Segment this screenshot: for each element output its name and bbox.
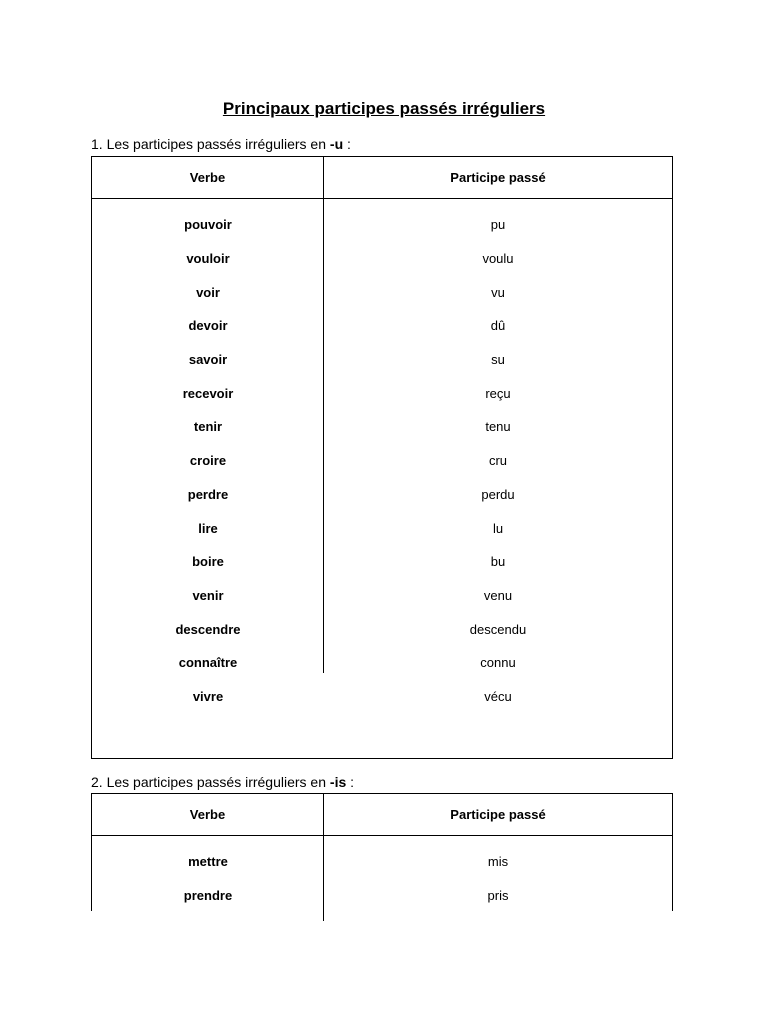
verb-cell: connaître (178, 655, 238, 671)
table-row (92, 275, 672, 309)
verb-cell: savoir (188, 352, 228, 368)
section-1-caption (91, 136, 351, 152)
table-row (92, 309, 672, 343)
participle-cell: bu (490, 554, 506, 570)
table-body (92, 836, 672, 921)
verb-cell: croire (189, 453, 227, 469)
verb-cell: devoir (188, 318, 228, 334)
table-row (92, 646, 672, 680)
table-row (92, 242, 672, 276)
participle-cell: mis (487, 854, 509, 870)
verb-cell: voir (196, 284, 220, 300)
table-u (91, 156, 673, 759)
participle-cell: pu (490, 217, 506, 233)
column-divider (323, 199, 324, 673)
table-header (92, 157, 672, 199)
participle-cell: voulu (482, 251, 514, 267)
table-row (92, 410, 672, 444)
table-row (92, 680, 672, 714)
table-row (92, 579, 672, 613)
caption-end: : (346, 774, 355, 790)
verb-cell: perdre (187, 486, 229, 502)
header-verb: Verbe (92, 157, 324, 198)
header-verb: Verbe (92, 794, 324, 835)
header-participle: Participe passé (450, 807, 546, 822)
caption-end: : (343, 136, 351, 152)
table-row (92, 545, 672, 579)
table-row (92, 343, 672, 377)
participle-cell: reçu (485, 385, 511, 401)
verb-cell: recevoir (182, 385, 234, 401)
table-row (92, 444, 672, 478)
table-body (92, 199, 672, 721)
verb-cell: vivre (192, 688, 224, 704)
page-title: Principaux participes passés irréguliers (222, 99, 546, 118)
caption-prefix: 2. Les participes passés irréguliers en (91, 774, 330, 790)
table-row (92, 845, 672, 879)
verb-cell: pouvoir (184, 217, 232, 233)
caption-suffix: -is (329, 774, 347, 790)
section-2-caption (91, 774, 354, 790)
participle-cell: su (491, 352, 505, 368)
participle-cell: tenu (485, 419, 511, 435)
header-participle: Participe passé (450, 170, 546, 185)
participle-cell: pris (487, 888, 509, 904)
participle-cell: dû (490, 318, 506, 334)
participle-cell: vécu (484, 688, 512, 704)
verb-cell: lire (198, 520, 218, 536)
column-divider (323, 836, 324, 921)
table-row (92, 478, 672, 512)
table-row (92, 879, 672, 913)
participle-cell: perdu (481, 486, 515, 502)
caption-suffix: -u (329, 136, 344, 152)
participle-cell: lu (492, 520, 504, 536)
participle-cell: vu (491, 284, 505, 300)
participle-cell: cru (488, 453, 508, 469)
table-is (91, 793, 673, 911)
verb-cell: descendre (175, 621, 241, 637)
table-header (92, 794, 672, 836)
caption-prefix: 1. Les participes passés irréguliers en (91, 136, 330, 152)
table-row (92, 612, 672, 646)
table-row (92, 208, 672, 242)
participle-cell: venu (483, 587, 513, 603)
participle-cell: connu (480, 655, 516, 671)
verb-cell: venir (192, 587, 224, 603)
verb-cell: vouloir (186, 251, 230, 267)
verb-cell: prendre (183, 888, 233, 904)
participle-cell: descendu (469, 621, 527, 637)
table-row (92, 376, 672, 410)
verb-cell: boire (192, 554, 224, 570)
verb-cell: tenir (193, 419, 223, 435)
verb-cell: mettre (188, 854, 228, 870)
table-row (92, 511, 672, 545)
